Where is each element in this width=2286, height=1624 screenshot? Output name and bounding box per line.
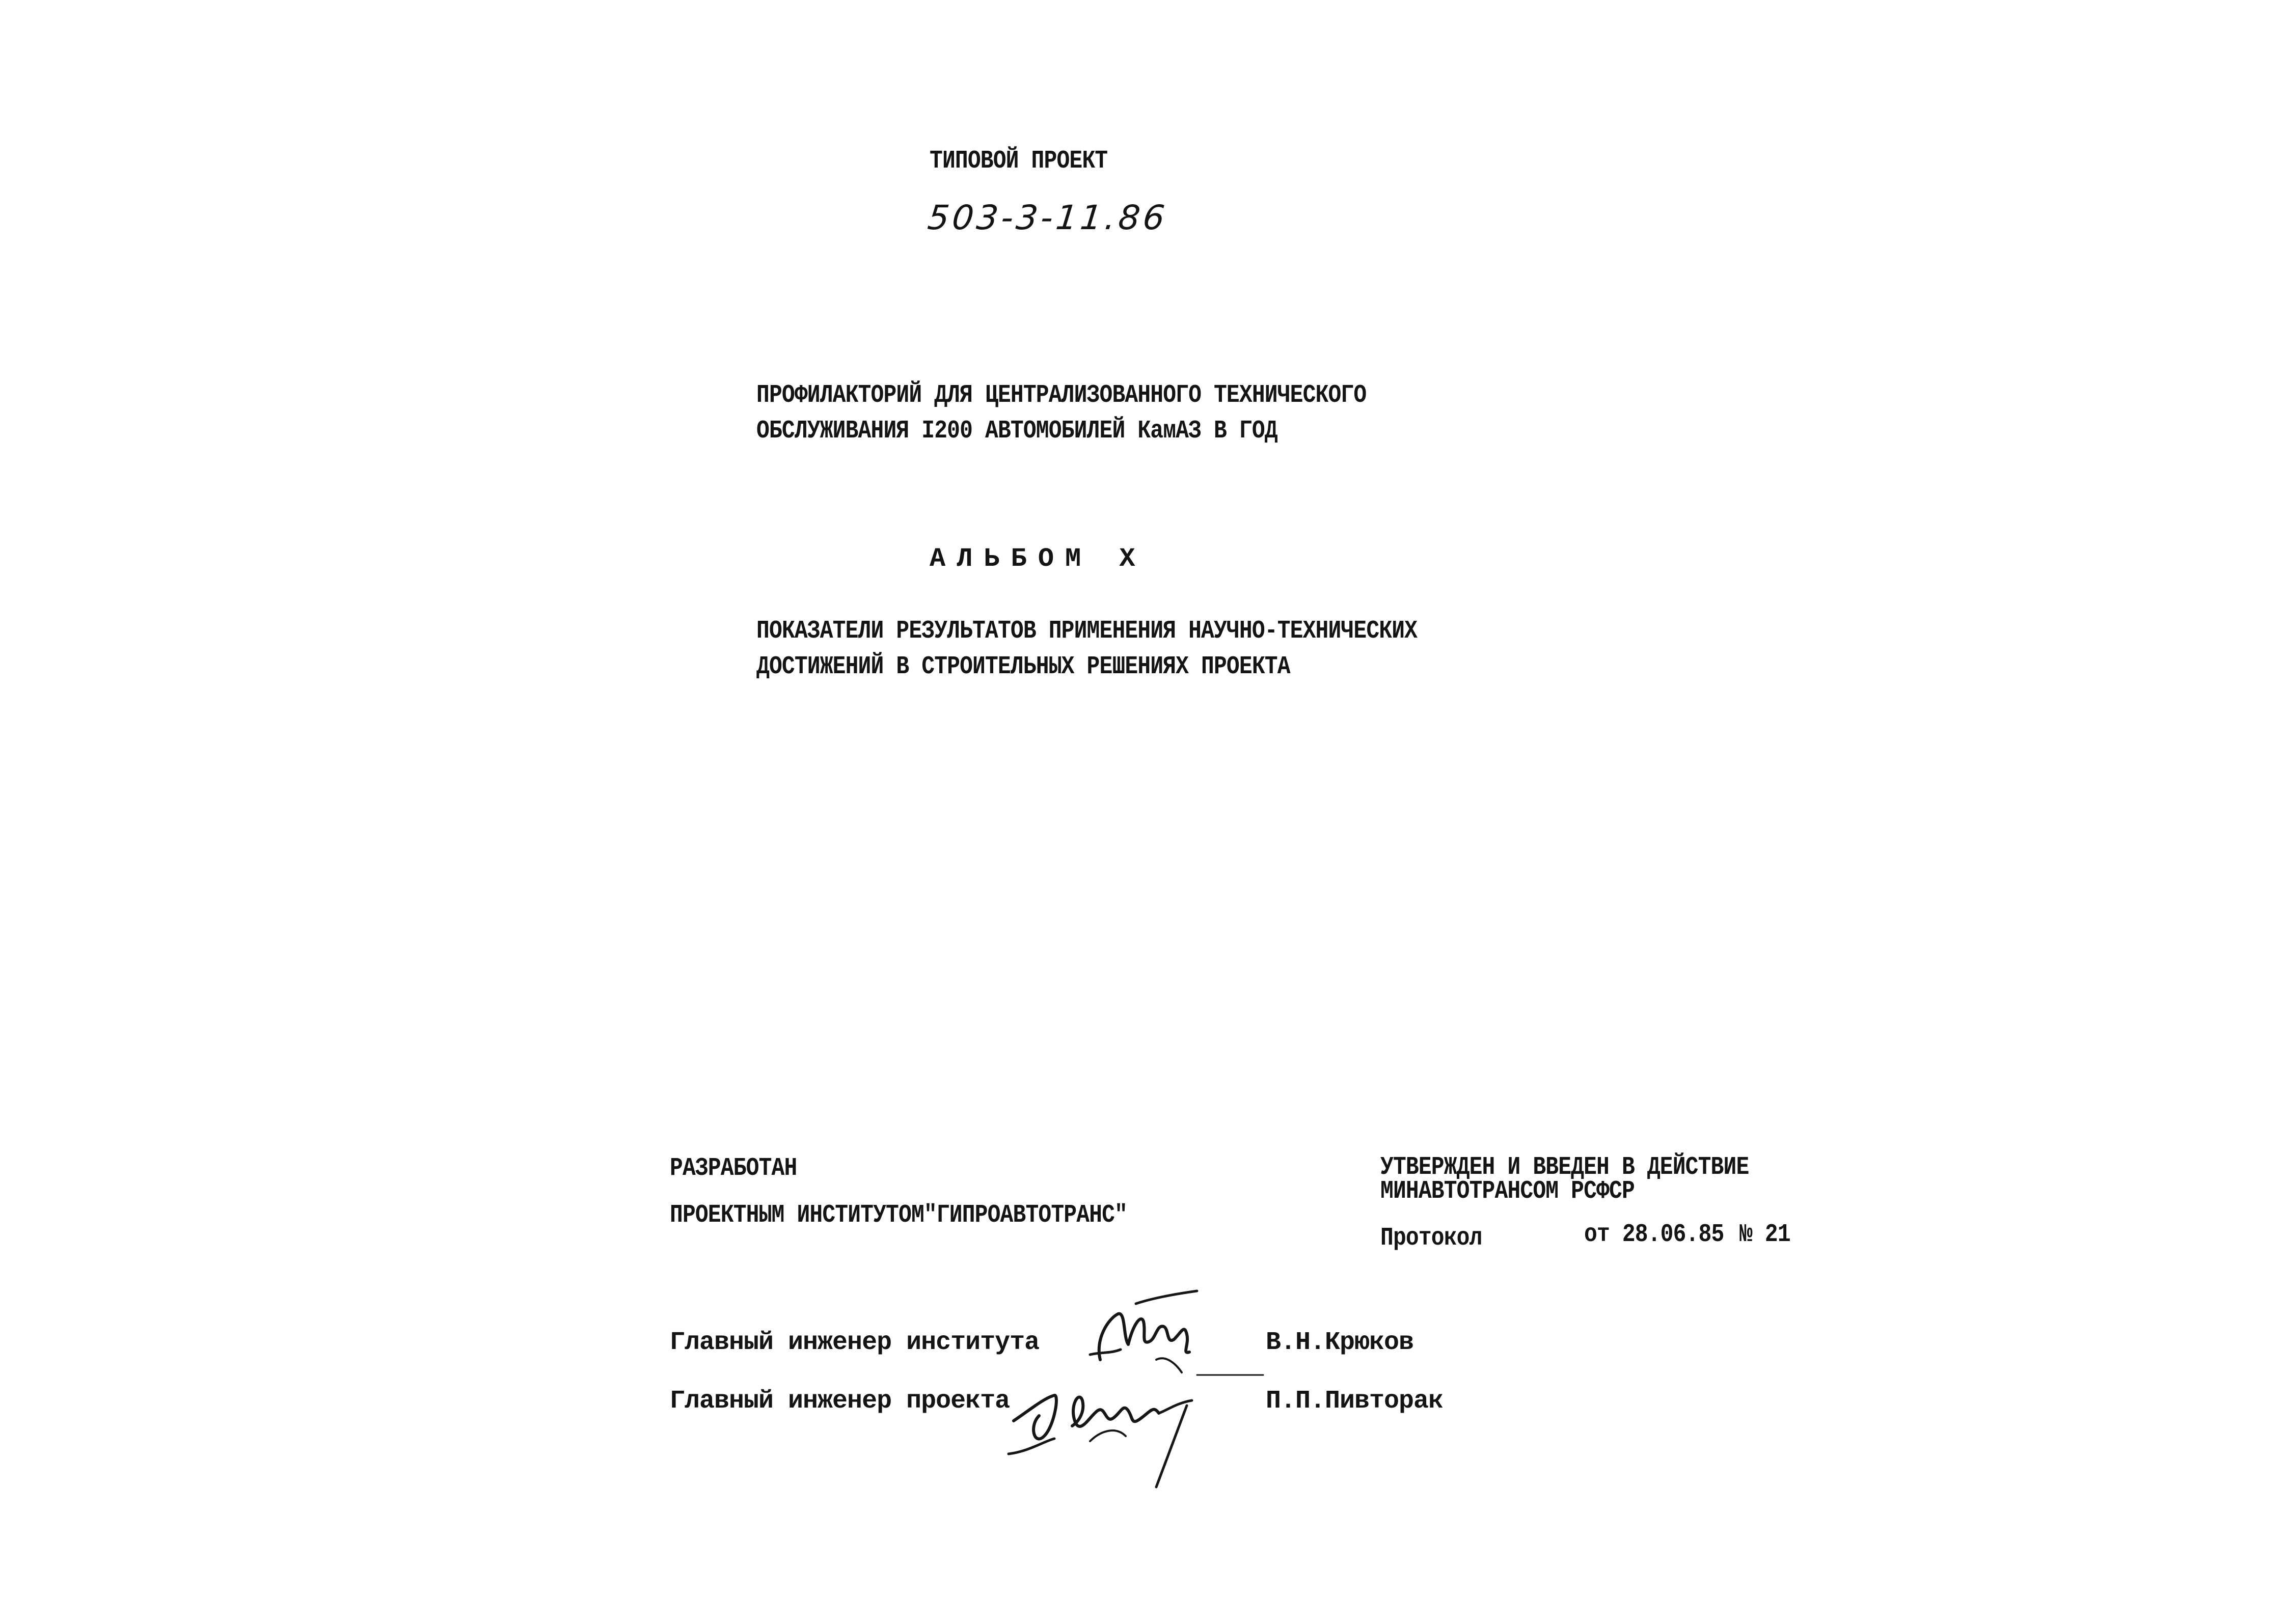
album-label: АЛЬБОМ Х [930, 544, 1147, 574]
protocol-label: Протокол [1380, 1224, 1482, 1253]
subtitle-line-1: ПОКАЗАТЕЛИ РЕЗУЛЬТАТОВ ПРИМЕНЕНИЯ НАУЧНО-ТЕХНИЧЕСКИХ [756, 617, 1418, 646]
project-chief-engineer-name: П.П.Пивторак [1266, 1387, 1444, 1416]
developer-institute: ПРОЕКТНЫМ ИНСТИТУТОМ"ГИПРОАВТОТРАНС" [670, 1201, 1128, 1230]
title-line-2: ОБСЛУЖИВАНИЯ I200 АВТОМОБИЛЕЙ КамАЗ В ГОД [756, 417, 1277, 446]
institute-chief-engineer-role: Главный инженер института [670, 1328, 1040, 1357]
project-code: 503-3-11.86 [926, 198, 1170, 237]
protocol-date: от 28.06.85 [1584, 1220, 1724, 1249]
signature-project-chief [998, 1350, 1238, 1492]
institute-chief-engineer-name: В.Н.Крюков [1266, 1328, 1414, 1357]
protocol-number: № 21 [1739, 1220, 1790, 1249]
approval-line-2: МИНАВТОТРАНСОМ РСФСР [1380, 1177, 1635, 1206]
title-line-1: ПРОФИЛАКТОРИЙ ДЛЯ ЦЕНТРАЛИЗОВАННОГО ТЕХНИЧЕСКОГО [756, 381, 1367, 410]
project-type-label: ТИПОВОЙ ПРОЕКТ [930, 147, 1108, 176]
developer-label: РАЗРАБОТАН [670, 1154, 797, 1183]
approval-line-1: УТВЕРЖДЕН И ВВЕДЕН В ДЕЙСТВИЕ [1380, 1153, 1749, 1182]
subtitle-line-2: ДОСТИЖЕНИЙ В СТРОИТЕЛЬНЫХ РЕШЕНИЯХ ПРОЕКТА [756, 652, 1290, 681]
project-chief-engineer-role: Главный инженер проекта [670, 1387, 1010, 1416]
